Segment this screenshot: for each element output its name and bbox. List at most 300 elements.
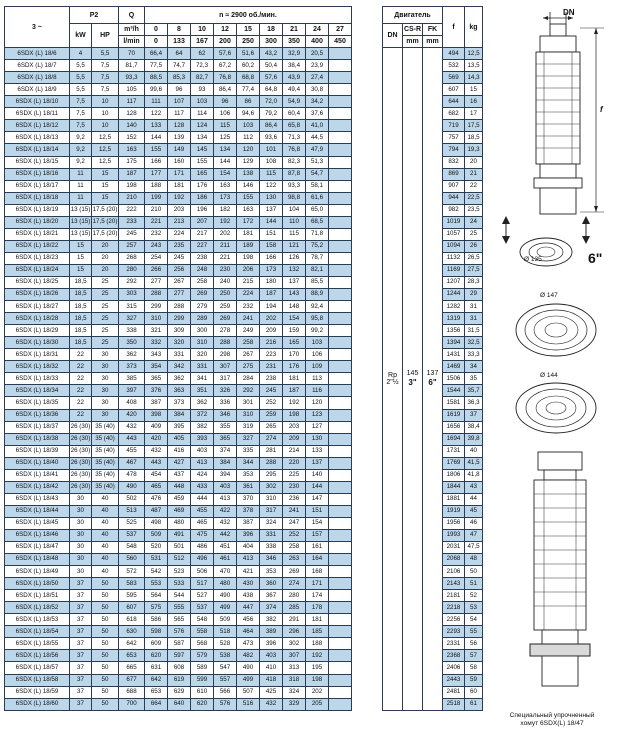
cell-head-2: 444 (191, 493, 214, 505)
cell-head-2: 465 (191, 517, 214, 529)
flange-135-drawing (468, 212, 628, 272)
motor-kg-value: 48 (465, 554, 483, 566)
cell-head-5: 64,8 (260, 84, 283, 96)
table-row[interactable] (5, 397, 352, 409)
header-p2: P2 (70, 7, 119, 24)
cell-head-1: 629 (168, 686, 191, 698)
table-row[interactable] (5, 240, 352, 252)
cell-head-7: 171 (306, 578, 329, 590)
cell-head-6: 187 (283, 385, 306, 397)
motor-header-f: f (443, 7, 465, 48)
motor-table-body (383, 48, 483, 711)
cell-head-0: 133 (145, 120, 168, 132)
cell-head-3: 96 (214, 96, 237, 108)
table-row[interactable] (5, 409, 352, 421)
cell-q: 502 (119, 493, 145, 505)
table-row[interactable] (5, 301, 352, 313)
cell-head-4: 249 (237, 325, 260, 337)
cell-q: 152 (119, 132, 145, 144)
cell-model: 6SDX (L) 18/59 (5, 686, 70, 698)
cell-head-2: 124 (191, 120, 214, 132)
cell-head-2: 93 (191, 84, 214, 96)
cell-head-0: 409 (145, 421, 168, 433)
table-row[interactable] (5, 445, 352, 457)
table-row[interactable] (5, 84, 352, 96)
cell-hp: 25 (92, 276, 119, 288)
cell-head-1: 192 (168, 192, 191, 204)
cell-hp: 35 (40) (92, 481, 119, 493)
cell-model: 6SDX (L) 18/44 (5, 505, 70, 517)
cell-head-8 (329, 289, 352, 301)
cell-head-7: 120 (306, 397, 329, 409)
table-row[interactable] (5, 542, 352, 554)
table-row[interactable] (5, 602, 352, 614)
table-row[interactable] (5, 578, 352, 590)
cell-head-1: 96 (168, 84, 191, 96)
motor-f-value: 2143 (443, 578, 465, 590)
cell-head-2: 517 (191, 578, 214, 590)
cell-model: 6SDX (L) 18/45 (5, 517, 70, 529)
motor-kg-value: 32,5 (465, 337, 483, 349)
cell-head-2: 176 (191, 180, 214, 192)
table-row[interactable] (5, 421, 352, 433)
cell-head-6: 38,4 (283, 60, 306, 72)
motor-f-value: 2031 (443, 542, 465, 554)
cell-head-8 (329, 529, 352, 541)
header-phase: 3 ~ (5, 7, 70, 48)
cell-head-0: 232 (145, 228, 168, 240)
motor-f-value: 1469 (443, 361, 465, 373)
motor-f-value: 1207 (443, 276, 465, 288)
cell-head-4: 473 (237, 638, 260, 650)
cell-head-5: 151 (260, 228, 283, 240)
cell-head-6: 137 (283, 276, 306, 288)
cell-head-7: 20,5 (306, 48, 329, 60)
cell-head-5: 122 (260, 180, 283, 192)
cell-head-1: 395 (168, 421, 191, 433)
table-row[interactable] (5, 108, 352, 120)
cell-head-8 (329, 674, 352, 686)
cell-head-1: 331 (168, 349, 191, 361)
motor-kg-value: 44 (465, 493, 483, 505)
motor-f-value: 1057 (443, 228, 465, 240)
header-kw: kW (70, 24, 92, 48)
cell-head-8 (329, 276, 352, 288)
cell-head-5: 259 (260, 409, 283, 421)
cell-head-7: 109 (306, 361, 329, 373)
cell-q: 513 (119, 505, 145, 517)
cell-head-3: 538 (214, 650, 237, 662)
table-row[interactable] (5, 674, 352, 686)
table-row[interactable] (5, 60, 352, 72)
cell-head-8 (329, 60, 352, 72)
cell-head-0: 66,4 (145, 48, 168, 60)
cell-head-1: 117 (168, 108, 191, 120)
cell-q: 373 (119, 361, 145, 373)
cell-head-5: 180 (260, 276, 283, 288)
cell-head-1: 416 (168, 445, 191, 457)
cell-head-7: 202 (306, 686, 329, 698)
cell-head-0: 88,5 (145, 72, 168, 84)
table-row[interactable] (5, 517, 352, 529)
table-row[interactable] (5, 566, 352, 578)
cell-head-1: 277 (168, 289, 191, 301)
cell-head-3: 115 (214, 120, 237, 132)
table-row[interactable] (5, 337, 352, 349)
cell-head-7: 71,8 (306, 228, 329, 240)
cell-head-5: 410 (260, 662, 283, 674)
motor-f-value: 1581 (443, 397, 465, 409)
cell-q: 700 (119, 698, 145, 710)
cell-head-4: 482 (237, 650, 260, 662)
cell-model: 6SDX (L) 18/13 (5, 132, 70, 144)
cell-head-6: 82,3 (283, 156, 306, 168)
cell-head-3: 307 (214, 361, 237, 373)
cell-head-1: 342 (168, 361, 191, 373)
cell-q: 175 (119, 156, 145, 168)
table-row[interactable] (5, 228, 352, 240)
table-row[interactable] (5, 120, 352, 132)
cell-head-8 (329, 590, 352, 602)
cell-hp: 10 (92, 120, 119, 132)
cell-head-4: 68,8 (237, 72, 260, 84)
table-row[interactable] (5, 276, 352, 288)
cell-kw: 37 (70, 650, 92, 662)
flow-m3h-1: 8 (168, 24, 191, 36)
cell-head-4: 155 (237, 192, 260, 204)
motor-f-value: 1769 (443, 457, 465, 469)
cell-head-3: 413 (214, 493, 237, 505)
cell-head-0: 99,6 (145, 84, 168, 96)
cell-head-5: 403 (260, 650, 283, 662)
cell-model: 6SDX (L) 18/41 (5, 469, 70, 481)
flow-m3h-2: 10 (191, 24, 214, 36)
cell-hp: 35 (40) (92, 445, 119, 457)
cell-head-1: 181 (168, 180, 191, 192)
cell-head-6: 230 (283, 481, 306, 493)
cell-head-5: 245 (260, 385, 283, 397)
cell-q: 618 (119, 614, 145, 626)
table-row[interactable] (5, 638, 352, 650)
cell-head-0: 443 (145, 457, 168, 469)
cell-hp: 20 (92, 264, 119, 276)
motor-f-value: 1019 (443, 216, 465, 228)
cell-head-4: 516 (237, 698, 260, 710)
cell-head-4: 172 (237, 216, 260, 228)
cell-kw: 37 (70, 686, 92, 698)
motor-kg-value: 41,8 (465, 469, 483, 481)
cell-head-1: 256 (168, 264, 191, 276)
motor-f-value: 1806 (443, 469, 465, 481)
table-row[interactable] (5, 626, 352, 638)
cell-q: 408 (119, 397, 145, 409)
cell-head-8 (329, 108, 352, 120)
cell-head-3: 442 (214, 529, 237, 541)
cell-head-0: 642 (145, 674, 168, 686)
cell-head-6: 110 (283, 216, 306, 228)
cell-model: 6SDX (L) 18/31 (5, 349, 70, 361)
cell-head-2: 351 (191, 385, 214, 397)
motor-kg-value: 21 (465, 168, 483, 180)
cell-kw: 30 (70, 493, 92, 505)
cell-head-6: 203 (283, 421, 306, 433)
table-row[interactable] (5, 373, 352, 385)
flow-lmin-4: 250 (237, 36, 260, 48)
table-row[interactable] (5, 385, 352, 397)
cell-head-2: 279 (191, 301, 214, 313)
cell-head-8 (329, 409, 352, 421)
cell-head-2: 320 (191, 349, 214, 361)
cell-head-8 (329, 180, 352, 192)
table-row[interactable] (5, 529, 352, 541)
table-row[interactable] (5, 698, 352, 710)
cell-head-5: 223 (260, 349, 283, 361)
cell-head-2: 165 (191, 168, 214, 180)
cell-head-3: 461 (214, 554, 237, 566)
cell-hp: 15 (92, 192, 119, 204)
cell-q: 548 (119, 542, 145, 554)
table-row[interactable] (5, 433, 352, 445)
motor-kg-value: 55 (465, 626, 483, 638)
cell-model: 6SDX (L) 18/10 (5, 96, 70, 108)
cell-head-2: 248 (191, 264, 214, 276)
motor-kg-value: 45 (465, 505, 483, 517)
cell-head-8 (329, 554, 352, 566)
cell-head-4: 86 (237, 96, 260, 108)
cell-hp: 12,5 (92, 144, 119, 156)
cell-head-6: 54,9 (283, 96, 306, 108)
table-row[interactable] (5, 325, 352, 337)
cell-q: 315 (119, 301, 145, 313)
cell-kw: 37 (70, 626, 92, 638)
cell-q: 560 (119, 554, 145, 566)
cell-q: 233 (119, 216, 145, 228)
cell-head-1: 469 (168, 505, 191, 517)
motor-kg-value: 26 (465, 240, 483, 252)
cell-head-5: 115 (260, 168, 283, 180)
cell-q: 677 (119, 674, 145, 686)
cell-head-7: 51,3 (306, 156, 329, 168)
cell-head-5: 338 (260, 542, 283, 554)
cell-head-1: 128 (168, 120, 191, 132)
cell-q: 478 (119, 469, 145, 481)
cell-head-1: 501 (168, 542, 191, 554)
cell-head-5: 360 (260, 578, 283, 590)
cell-kw: 5,5 (70, 72, 92, 84)
cell-head-3: 221 (214, 252, 237, 264)
cell-q: 688 (119, 686, 145, 698)
table-row[interactable] (5, 48, 352, 60)
cell-head-8 (329, 228, 352, 240)
table-row[interactable] (5, 289, 352, 301)
cell-hp: 30 (92, 361, 119, 373)
cell-hp: 50 (92, 578, 119, 590)
cell-q: 665 (119, 662, 145, 674)
table-row[interactable] (5, 505, 352, 517)
cell-head-8 (329, 602, 352, 614)
cell-head-3: 240 (214, 276, 237, 288)
flow-m3h-4: 15 (237, 24, 260, 36)
cell-head-3: 528 (214, 638, 237, 650)
cell-head-7: 37,6 (306, 108, 329, 120)
motor-f-value: 2406 (443, 662, 465, 674)
cell-head-5: 418 (260, 674, 283, 686)
table-row[interactable] (5, 650, 352, 662)
cell-head-0: 398 (145, 409, 168, 421)
table-row[interactable] (5, 662, 352, 674)
table-row[interactable] (5, 180, 352, 192)
motor-f-value: 1731 (443, 445, 465, 457)
cell-q: 210 (119, 192, 145, 204)
cell-kw: 15 (70, 264, 92, 276)
motor-kg-value: 26,5 (465, 252, 483, 264)
cell-head-3: 480 (214, 578, 237, 590)
cell-head-7: 99,2 (306, 325, 329, 337)
table-row[interactable] (5, 264, 352, 276)
cell-hp: 50 (92, 674, 119, 686)
table-row[interactable] (5, 614, 352, 626)
cell-head-4: 456 (237, 614, 260, 626)
cell-head-2: 558 (191, 626, 214, 638)
cell-hp: 30 (92, 397, 119, 409)
cell-q: 303 (119, 289, 145, 301)
cell-q: 280 (119, 264, 145, 276)
cell-head-1: 587 (168, 638, 191, 650)
motor-f-value: 1544 (443, 385, 465, 397)
diameter-135-label: Ø 135 (524, 256, 542, 263)
cell-head-1: 320 (168, 337, 191, 349)
cell-model: 6SDX (L) 18/50 (5, 578, 70, 590)
cell-head-5: 367 (260, 590, 283, 602)
table-row[interactable] (5, 132, 352, 144)
table-row[interactable] (5, 96, 352, 108)
cell-head-1: 235 (168, 240, 191, 252)
flow-lmin-3: 200 (214, 36, 237, 48)
cell-head-2: 258 (191, 276, 214, 288)
cell-head-7: 65,0 (306, 204, 329, 216)
cell-model: 6SDX (L) 18/18 (5, 192, 70, 204)
cell-head-4: 163 (237, 204, 260, 216)
cell-hp: 40 (92, 554, 119, 566)
motor-f-value: 1844 (443, 481, 465, 493)
cell-head-0: 564 (145, 590, 168, 602)
cell-head-2: 341 (191, 373, 214, 385)
cell-kw: 5,5 (70, 84, 92, 96)
cell-head-4: 129 (237, 156, 260, 168)
cell-q: 245 (119, 228, 145, 240)
cell-head-6: 98,8 (283, 192, 306, 204)
cell-head-2: 114 (191, 108, 214, 120)
table-row[interactable] (5, 156, 352, 168)
cell-kw: 15 (70, 252, 92, 264)
table-row[interactable] (5, 144, 352, 156)
cell-head-3: 384 (214, 457, 237, 469)
cell-head-1: 362 (168, 373, 191, 385)
table-row[interactable] (5, 469, 352, 481)
motor-kg-value: 50 (465, 566, 483, 578)
motor-kg-value: 59 (465, 674, 483, 686)
motor-kg-value: 31 (465, 301, 483, 313)
cell-head-8 (329, 72, 352, 84)
table-row[interactable] (5, 493, 352, 505)
cell-hp: 50 (92, 650, 119, 662)
cell-kw: 26 (30) (70, 481, 92, 493)
cell-model: 6SDX (L) 18/20 (5, 216, 70, 228)
cell-head-3: 317 (214, 373, 237, 385)
table-row[interactable] (5, 252, 352, 264)
cell-head-5: 130 (260, 192, 283, 204)
cell-head-5: 50,4 (260, 60, 283, 72)
table-row[interactable] (5, 686, 352, 698)
table-row[interactable] (5, 349, 352, 361)
table-row[interactable] (5, 361, 352, 373)
cell-hp: 50 (92, 590, 119, 602)
cell-hp: 17,5 (20) (92, 216, 119, 228)
table-row[interactable] (5, 192, 352, 204)
cell-head-2: 393 (191, 433, 214, 445)
table-row[interactable] (5, 457, 352, 469)
cell-head-6: 280 (283, 590, 306, 602)
cell-model: 6SDX (L) 18/30 (5, 337, 70, 349)
cell-head-7: 30,8 (306, 84, 329, 96)
cell-q: 525 (119, 517, 145, 529)
cell-head-4: 361 (237, 481, 260, 493)
cell-head-4: 267 (237, 349, 260, 361)
cell-hp: 35 (40) (92, 457, 119, 469)
cell-head-6: 143 (283, 289, 306, 301)
cell-q: 607 (119, 602, 145, 614)
cell-head-6: 132 (283, 264, 306, 276)
table-row[interactable] (5, 481, 352, 493)
cell-head-2: 372 (191, 409, 214, 421)
cell-head-2: 217 (191, 228, 214, 240)
cell-head-7: 103 (306, 337, 329, 349)
cell-q: 163 (119, 144, 145, 156)
cell-head-5: 302 (260, 481, 283, 493)
cell-head-2: 486 (191, 542, 214, 554)
cell-head-6: 252 (283, 529, 306, 541)
cell-model: 6SDX (L) 18/17 (5, 180, 70, 192)
cell-hp: 40 (92, 517, 119, 529)
table-row[interactable] (5, 313, 352, 325)
motor-f-value: 869 (443, 168, 465, 180)
cell-head-7: 147 (306, 493, 329, 505)
cell-kw: 9,2 (70, 144, 92, 156)
table-row[interactable] (5, 204, 352, 216)
motor-kg-value: 41,5 (465, 457, 483, 469)
table-row[interactable] (5, 216, 352, 228)
table-row[interactable] (5, 72, 352, 84)
motor-f-value: 644 (443, 96, 465, 108)
cell-head-2: 238 (191, 252, 214, 264)
cell-head-4: 353 (237, 469, 260, 481)
table-row[interactable] (5, 554, 352, 566)
cell-head-1: 160 (168, 156, 191, 168)
cell-head-0: 553 (145, 578, 168, 590)
table-row[interactable] (5, 590, 352, 602)
cell-q: 338 (119, 325, 145, 337)
cell-hp: 35 (40) (92, 433, 119, 445)
cell-q: 443 (119, 433, 145, 445)
table-row[interactable] (5, 168, 352, 180)
cell-head-4: 292 (237, 385, 260, 397)
cell-head-6: 269 (283, 566, 306, 578)
cell-head-6: 176 (283, 361, 306, 373)
cell-head-7: 157 (306, 529, 329, 541)
cell-head-0: 620 (145, 650, 168, 662)
cell-head-8 (329, 517, 352, 529)
cell-head-5: 281 (260, 445, 283, 457)
